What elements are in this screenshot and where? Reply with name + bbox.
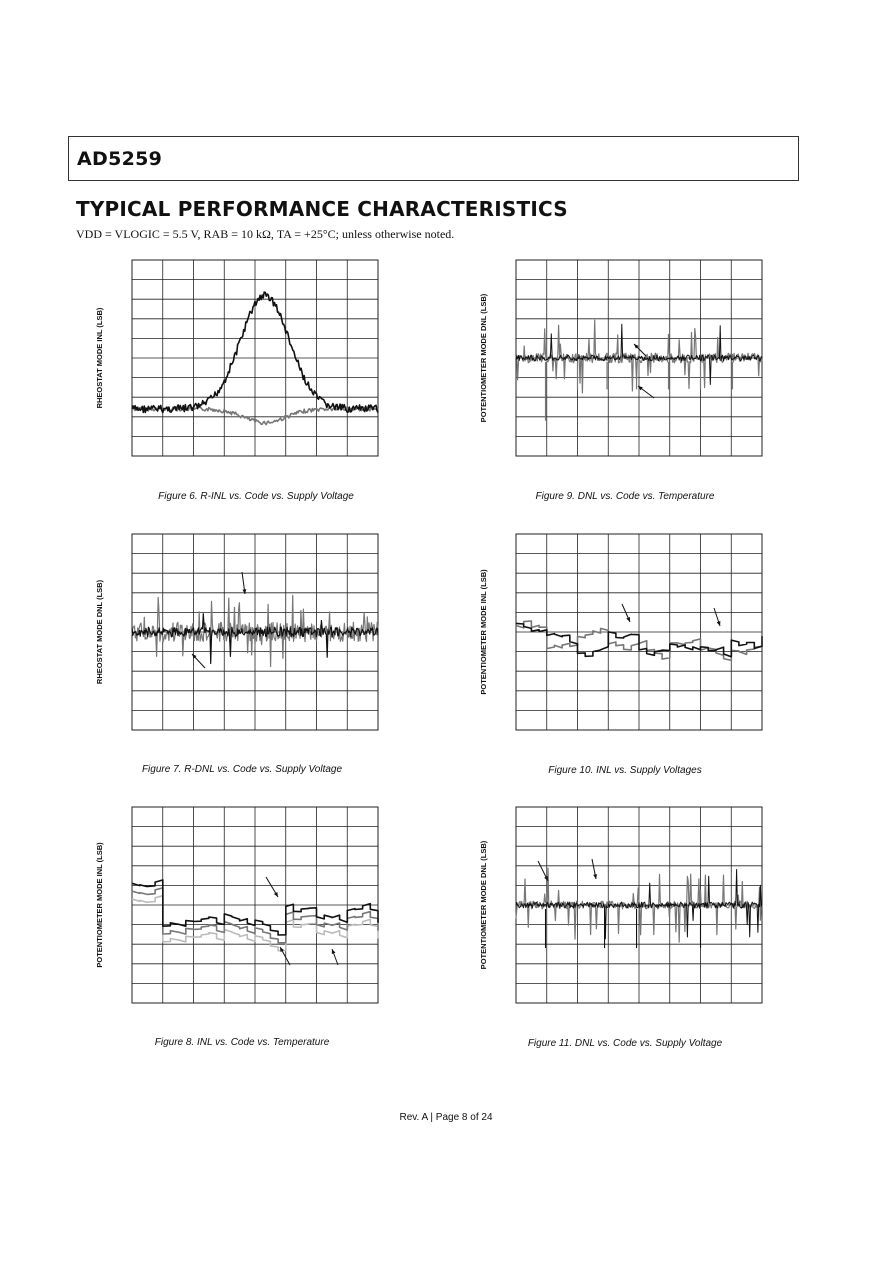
section-title: TYPICAL PERFORMANCE CHARACTERISTICS (76, 197, 568, 221)
y-axis-label: RHEOSTAT MODE INL (LSB) (95, 307, 104, 409)
y-axis-label: POTENTIOMETER MODE INL (LSB) (479, 569, 488, 695)
figure-9-caption: Figure 9. DNL vs. Code vs. Temperature (535, 491, 715, 502)
part-number: AD5259 (77, 148, 163, 170)
arrow-head (332, 949, 336, 954)
figure-8-chart (92, 805, 392, 1007)
arrow-head (717, 621, 721, 626)
figure-6-caption: Figure 6. R-INL vs. Code vs. Supply Voltage (158, 491, 354, 502)
page-footer: Rev. A | Page 8 of 24 (399, 1112, 493, 1123)
figure-11-caption: Figure 11. DNL vs. Code vs. Supply Voltage (527, 1038, 723, 1049)
test-conditions: VDD = VLOGIC = 5.5 V, RAB = 10 kΩ, TA = +25°C; unless otherwise noted. (76, 227, 455, 241)
figure-6-chart (92, 258, 392, 460)
figure-10-caption: Figure 10. INL vs. Supply Voltages (548, 765, 702, 776)
figure-7-chart (92, 532, 392, 734)
y-axis-label: RHEOSTAT MODE DNL (LSB) (95, 579, 104, 685)
y-axis-label: POTENTIOMETER MODE DNL (LSB) (479, 293, 488, 423)
header-box (68, 136, 799, 181)
y-axis-label: POTENTIOMETER MODE INL (LSB) (95, 842, 104, 968)
figure-11-chart (476, 805, 776, 1007)
figure-10-chart (476, 532, 776, 734)
y-axis-label: POTENTIOMETER MODE DNL (LSB) (479, 840, 488, 970)
arrow-head (593, 874, 597, 879)
figure-7-caption: Figure 7. R-DNL vs. Code vs. Supply Voltage (141, 764, 343, 775)
figure-8-caption: Figure 8. INL vs. Code vs. Temperature (154, 1037, 330, 1048)
figure-9-chart (476, 258, 776, 460)
arrow-head (242, 589, 246, 594)
